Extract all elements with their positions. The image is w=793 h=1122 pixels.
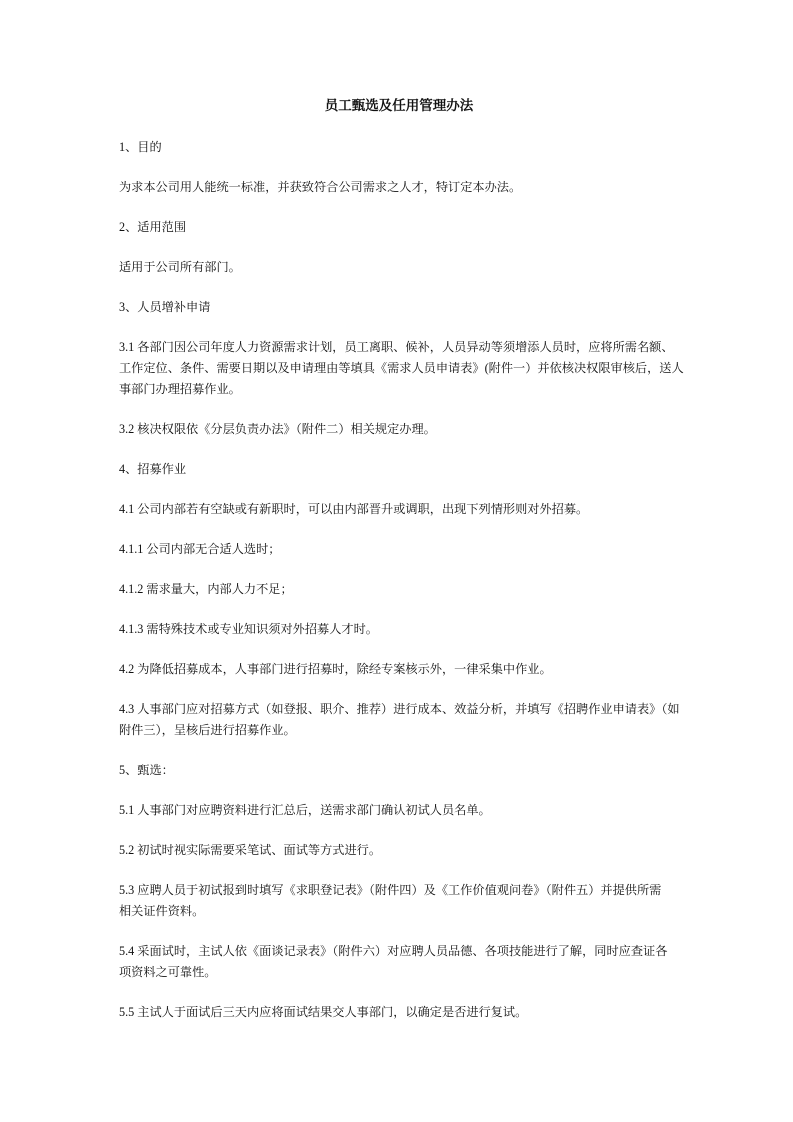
paragraph-line: 4.1 公司内部若有空缺或有新职时，可以由内部晋升或调职，出现下列情形则对外招募。 — [119, 502, 589, 516]
paragraph-line: 1、目的 — [119, 140, 162, 154]
paragraph — [119, 177, 679, 198]
paragraph — [119, 539, 679, 560]
paragraph-line: 4.1.3 需特殊技术或专业知识须对外招募人才时。 — [119, 622, 378, 636]
paragraph-line: 5.4 采面试时，主试人依《面谈记录表》（附件六）对应聘人员品德、各项技能进行了解，同时应查证各 — [119, 944, 668, 958]
paragraph — [119, 619, 679, 640]
paragraph — [119, 579, 679, 600]
paragraph-line: 4.1.2 需求量大，内部人力不足； — [119, 582, 293, 596]
paragraph-line: 3.2 核决权限依《分层负责办法》（附件二）相关规定办理。 — [119, 422, 436, 436]
paragraph — [119, 499, 679, 520]
paragraph — [119, 659, 679, 680]
paragraph-line: 4.1.1 公司内部无合适人选时； — [119, 542, 281, 556]
document-body — [119, 137, 684, 1023]
paragraph-line: 3、人员增补申请 — [119, 300, 211, 314]
paragraph-line: 5、甄选： — [119, 763, 174, 777]
paragraph — [119, 840, 679, 861]
paragraph-line: 工作定位、条件、需要日期以及申请理由等填具《需求人员申请表》(附件一）并依核决权限审核后，送人 — [119, 361, 684, 375]
paragraph — [119, 217, 679, 238]
paragraph-line: 相关证件资料。 — [119, 904, 205, 918]
paragraph-line: 4.3 人事部门应对招募方式（如登报、职介、推荐）进行成本、效益分析，并填写《招聘作业申请表》（如 — [119, 702, 680, 716]
paragraph-line: 事部门办理招募作业。 — [119, 382, 241, 396]
paragraph-line: 5.5 主试人于面试后三天内应将面试结果交人事部门，以确定是否进行复试。 — [119, 1005, 528, 1019]
paragraph-line: 为求本公司用人能统一标准，并获致符合公司需求之人才，特订定本办法。 — [119, 180, 522, 194]
paragraph-line: 适用于公司所有部门。 — [119, 260, 241, 274]
paragraph-line: 5.3 应聘人员于初试报到时填写《求职登记表》（附件四）及《工作价值观问卷》（附件五）并提供所需 — [119, 883, 662, 897]
paragraph — [119, 880, 679, 922]
paragraph-line: 5.2 初试时视实际需要采笔试、面试等方式进行。 — [119, 843, 382, 857]
document-page — [119, 95, 684, 1042]
paragraph — [119, 699, 679, 741]
document-title: 员工甄选及任用管理办法 — [324, 98, 474, 113]
paragraph-line: 5.1 人事部门对应聘资料进行汇总后，送需求部门确认初试人员名单。 — [119, 803, 491, 817]
paragraph — [119, 1002, 679, 1023]
paragraph-line: 4.2 为降低招募成本，人事部门进行招募时，除经专案核示外，一律采集中作业。 — [119, 662, 552, 676]
paragraph-line: 项资料之可靠性。 — [119, 965, 217, 979]
paragraph-line: 2、适用范围 — [119, 220, 187, 234]
paragraph — [119, 137, 679, 158]
paragraph-line: 3.1 各部门因公司年度人力资源需求计划，员工离职、候补，人员异动等须增添人员时，应将所需名额、 — [119, 340, 674, 354]
paragraph — [119, 459, 679, 480]
paragraph — [119, 257, 679, 278]
paragraph — [119, 337, 684, 400]
paragraph — [119, 419, 679, 440]
paragraph — [119, 760, 679, 781]
paragraph-line: 4、招募作业 — [119, 462, 187, 476]
paragraph — [119, 800, 679, 821]
paragraph — [119, 941, 679, 983]
paragraph — [119, 297, 679, 318]
paragraph-line: 附件三），呈核后进行招募作业。 — [119, 723, 296, 737]
